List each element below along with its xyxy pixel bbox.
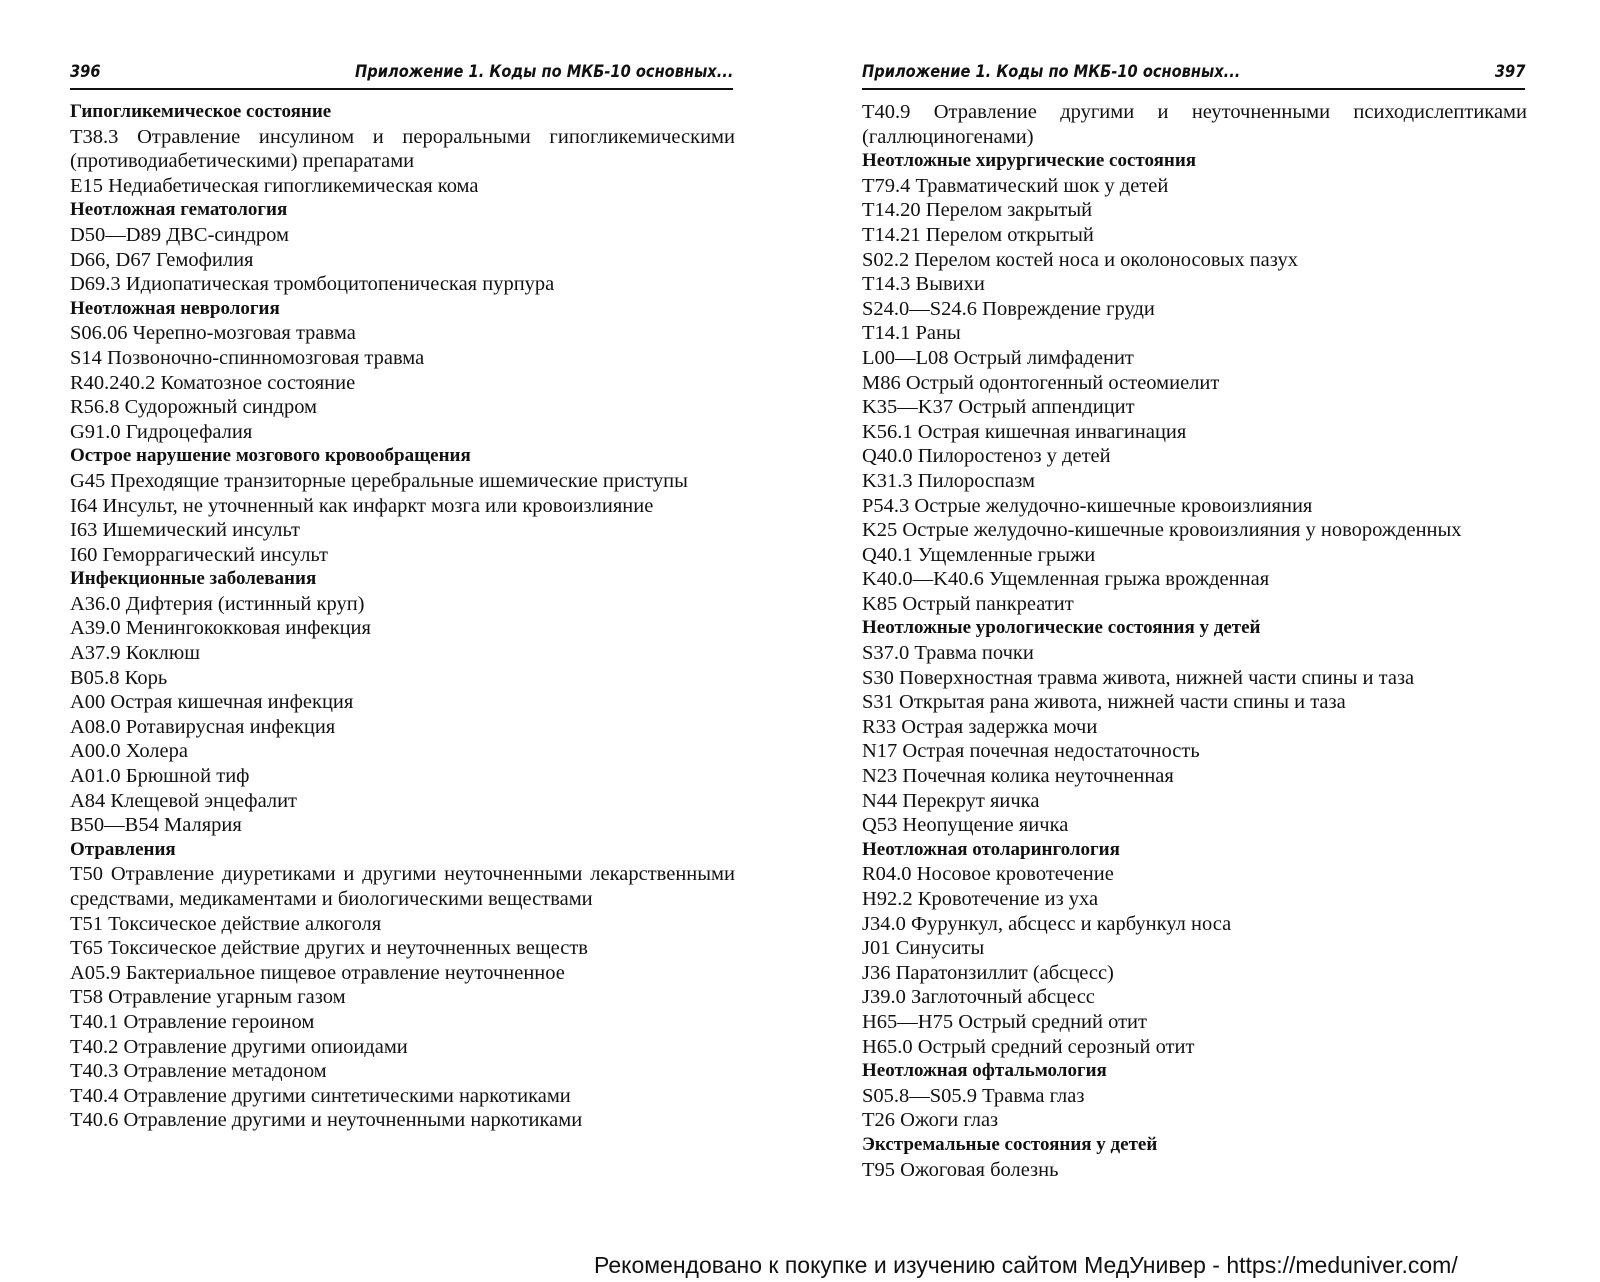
code-entry: R56.8 Судорожный синдром: [70, 396, 318, 419]
section-heading: Неотложная неврология: [70, 297, 280, 319]
code-entry: H65.0 Острый средний серозный отит: [862, 1035, 1195, 1058]
section-heading: Острое нарушение мозгового кровообращения: [70, 445, 471, 467]
code-entry: J39.0 Заглоточный абсцесс: [862, 986, 1095, 1009]
code-entry: S37.0 Травма почки: [862, 642, 1034, 665]
code-entry: D66, D67 Гемофилия: [70, 248, 254, 271]
code-entry: A84 Клещевой энцефалит: [70, 789, 298, 812]
code-entry: R40.240.2 Коматозное состояние: [70, 371, 356, 394]
section-heading: Экстремальные состояния у детей: [862, 1133, 1158, 1155]
code-entry: I64 Инсульт, не уточненный как инфаркт мозга или кровоизлияние: [70, 494, 654, 517]
code-entry: T40.4 Отравление другими синтетическими наркотиками: [70, 1084, 571, 1107]
code-entry: K25 Острые желудочно-кишечные кровоизлияния у новорожденных: [862, 519, 1462, 542]
code-entry: A36.0 Дифтерия (истинный круп): [70, 592, 365, 615]
code-entry: M86 Острый одонтогенный остеомиелит: [862, 371, 1220, 394]
code-entry: Q40.0 Пилоростеноз у детей: [862, 445, 1111, 468]
code-entry: E15 Недиабетическая гипогликемическая кома: [70, 174, 479, 197]
left-page-body: [70, 100, 735, 1133]
right-page-header: [862, 62, 1525, 90]
code-entry: K40.0—K40.6 Ущемленная грыжа врожденная: [862, 568, 1270, 591]
code-entry: S06.06 Черепно-мозговая травма: [70, 322, 356, 345]
code-entry: N44 Перекрут яичка: [862, 789, 1040, 812]
code-entry: J01 Синуситы: [862, 937, 985, 960]
code-entry: T40.6 Отравление другими и неуточненными наркотиками: [70, 1109, 583, 1132]
left-page-header: [70, 62, 733, 90]
footer-link[interactable]: Рекомендовано к покупке и изучению сайтом МедУнивер - https://meduniver.com/: [594, 1252, 1458, 1278]
code-entry: S31 Открытая рана живота, нижней части спины и таза: [862, 691, 1346, 714]
code-entry: A39.0 Менингококковая инфекция: [70, 617, 371, 640]
code-entry: T40.9 Отравление другими и неуточненными психодислептиками (галлюциногенами): [862, 101, 1527, 148]
page-number: 396: [70, 62, 101, 82]
section-heading: Инфекционные заболевания: [70, 568, 317, 590]
left-page: [70, 62, 735, 1133]
code-entry: S05.8—S05.9 Травма глаз: [862, 1084, 1085, 1107]
code-entry: A05.9 Бактериальное пищевое отравление неуточненное: [70, 961, 565, 984]
page-number: 397: [1494, 62, 1526, 82]
code-entry: K35—K37 Острый аппендицит: [862, 396, 1135, 419]
code-entry: A00 Острая кишечная инфекция: [70, 691, 354, 714]
code-entry: G91.0 Гидроцефалия: [70, 420, 253, 443]
footer-recommendation: [594, 1252, 1458, 1279]
code-entry: T38.3 Отравление инсулином и пероральными гипогликемическими (противодиабетическими) препаратами: [70, 125, 735, 173]
code-entry: N23 Почечная колика неуточненная: [862, 765, 1174, 788]
code-entry: S02.2 Перелом костей носа и околоносовых пазух: [862, 248, 1298, 271]
code-entry: I60 Геморрагический инсульт: [70, 543, 328, 566]
code-entry: H92.2 Кровотечение из уха: [862, 888, 1099, 910]
code-entry: A01.0 Брюшной тиф: [70, 765, 250, 788]
code-entry: D69.3 Идиопатическая тромбоцитопеническая пурпура: [70, 273, 555, 296]
running-title: Приложение 1. Коды по МКБ-10 основных...: [355, 62, 734, 82]
code-entry: T14.1 Раны: [862, 322, 961, 345]
code-entry: A08.0 Ротавирусная инфекция: [70, 715, 336, 738]
code-entry: S30 Поверхностная травма живота, нижней части спины и таза: [862, 666, 1415, 689]
code-entry: P54.3 Острые желудочно-кишечные кровоизлияния: [862, 494, 1313, 517]
code-entry: I63 Ишемический инсульт: [70, 519, 301, 542]
code-entry: S24.0—S24.6 Повреждение груди: [862, 297, 1155, 320]
code-entry: T51 Токсическое действие алкоголя: [70, 912, 382, 935]
code-entry: T65 Токсическое действие других и неуточненных веществ: [70, 937, 588, 960]
section-heading: Неотложная отоларингология: [862, 838, 1120, 860]
code-entry: T79.4 Травматический шок у детей: [862, 174, 1169, 197]
code-entry: K56.1 Острая кишечная инвагинация: [862, 420, 1187, 443]
code-entry: T14.3 Вывихи: [862, 273, 985, 296]
code-entry: Q53 Неопущение яичка: [862, 814, 1069, 837]
code-entry: G45 Преходящие транзиторные церебральные ишемические приступы: [70, 469, 688, 492]
code-entry: T14.21 Перелом открытый: [862, 223, 1094, 246]
code-entry: T14.20 Перелом закрытый: [862, 199, 1093, 222]
code-entry: T40.1 Отравление героином: [70, 1010, 315, 1033]
code-entry: A37.9 Коклюш: [70, 642, 200, 665]
code-entry: J34.0 Фурункул, абсцесс и карбункул носа: [862, 912, 1232, 935]
code-entry: T58 Отравление угарным газом: [70, 986, 346, 1009]
code-entry: J36 Паратонзиллит (абсцесс): [862, 961, 1114, 984]
section-heading: Неотложные урологические состояния у детей: [862, 617, 1261, 639]
code-entry: R33 Острая задержка мочи: [862, 715, 1098, 738]
section-heading: Неотложная офтальмология: [862, 1060, 1107, 1082]
code-entry: T40.3 Отравление метадоном: [70, 1060, 327, 1083]
code-entry: B05.8 Корь: [70, 666, 168, 689]
code-entry: K85 Острый панкреатит: [862, 592, 1074, 615]
code-entry: K31.3 Пилороспазм: [862, 469, 1036, 492]
section-heading: Гипогликемическое состояние: [70, 101, 332, 122]
code-entry: T26 Ожоги глаз: [862, 1109, 999, 1132]
code-entry: D50—D89 ДВС-синдром: [70, 223, 289, 246]
code-entry: T40.2 Отравление другими опиоидами: [70, 1035, 408, 1058]
section-heading: Неотложная гематология: [70, 199, 288, 221]
section-heading: Неотложные хирургические состояния: [862, 150, 1197, 172]
code-entry: T50 Отравление диуретиками и другими неуточненными лекарственными средствами, медикаментами и биологическими веществами: [70, 863, 735, 910]
right-page: [862, 62, 1527, 1182]
code-entry: H65—H75 Острый средний отит: [862, 1010, 1147, 1033]
running-title: Приложение 1. Коды по МКБ-10 основных...: [862, 62, 1241, 82]
code-entry: T95 Ожоговая болезнь: [862, 1158, 1059, 1181]
code-entry: A00.0 Холера: [70, 740, 188, 763]
code-entry: S14 Позвоночно-спинномозговая травма: [70, 346, 425, 369]
code-entry: N17 Острая почечная недостаточность: [862, 740, 1200, 763]
right-page-body: [862, 100, 1527, 1182]
code-entry: L00—L08 Острый лимфаденит: [862, 346, 1134, 369]
code-entry: Q40.1 Ущемленные грыжи: [862, 543, 1096, 566]
code-entry: B50—B54 Малярия: [70, 814, 242, 837]
section-heading: Отравления: [70, 838, 176, 860]
code-entry: R04.0 Носовое кровотечение: [862, 863, 1114, 886]
